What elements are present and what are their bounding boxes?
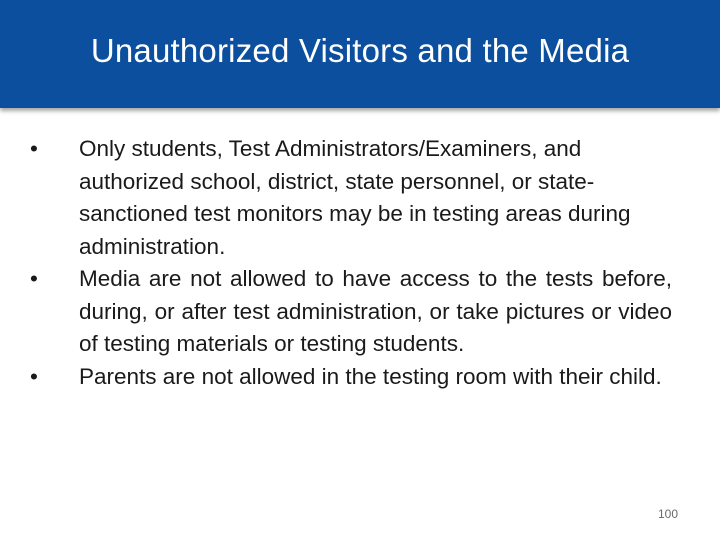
bullet-icon: • <box>30 136 38 161</box>
bullet-text: Media are not allowed to have access to the tests before, during, or after test administration, or take pictures or video of testing materials or testing students. <box>79 266 672 356</box>
bullet-icon: • <box>30 363 38 389</box>
bullet-list <box>30 133 672 393</box>
bullet-text: Parents are not allowed in the testing room with their child. <box>79 363 662 389</box>
bullet-icon: • <box>30 266 38 291</box>
bullet-item-parents <box>30 361 672 394</box>
bullet-item-students <box>30 133 672 263</box>
bullet-text: Only students, Test Administrators/Examiners, and authorized school, district, state personnel, or state-sanctioned test monitors may be in testing areas during administration. <box>79 136 631 259</box>
bullet-item-media <box>30 263 672 361</box>
title-bar <box>0 0 720 108</box>
page-number: 100 <box>657 507 678 521</box>
slide-title: Unauthorized Visitors and the Media <box>90 32 630 69</box>
